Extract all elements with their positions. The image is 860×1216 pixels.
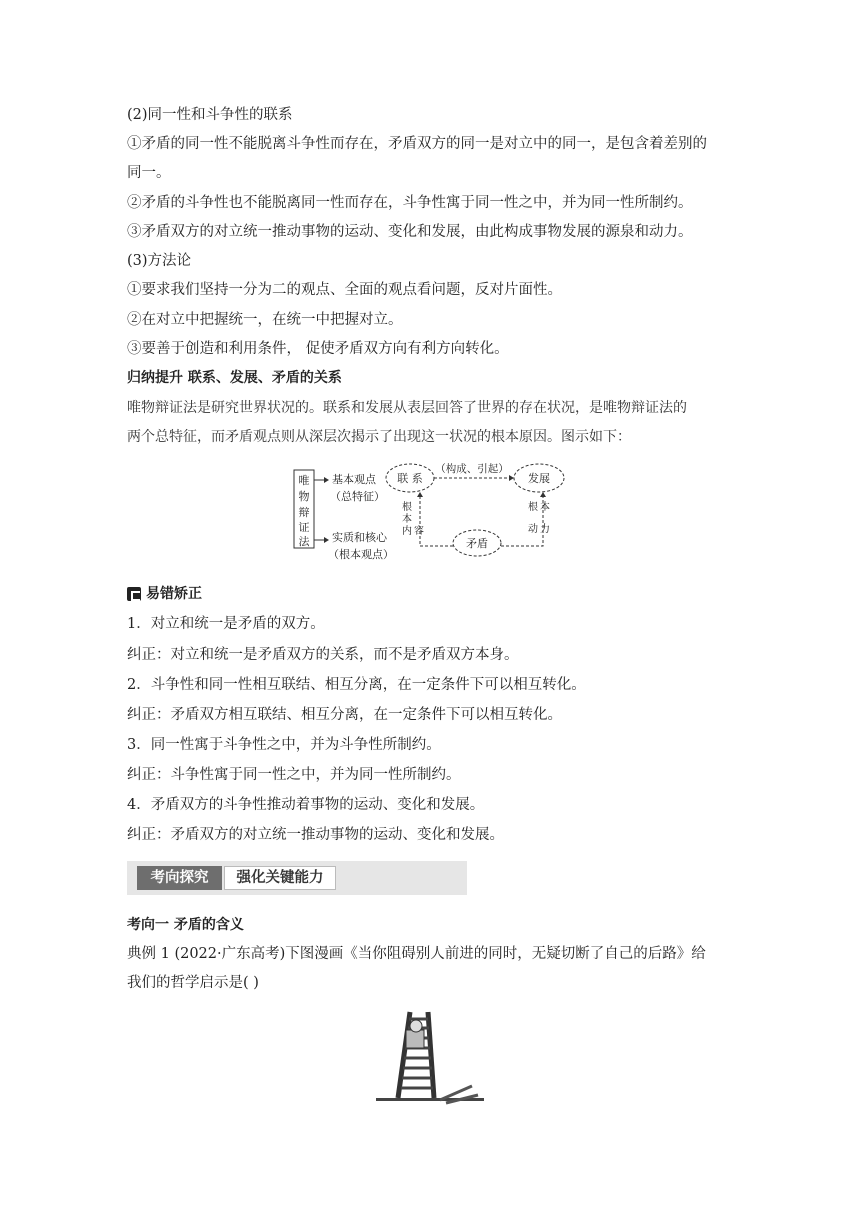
summary-paragraph: 唯物辩证法是研究世界状况的。联系和发展从表层回答了世界的存在状况，是唯物辩证法的 <box>127 400 687 416</box>
right-label-char: 本 <box>540 502 550 513</box>
error-item: 1．对立和统一是矛盾的双方。 <box>127 616 325 632</box>
error-item: 2．斗争性和同一性相互联结、相互分离，在一定条件下可以相互转化。 <box>127 677 586 693</box>
left-label-char: 容 <box>414 526 424 537</box>
error-item: 4．矛盾双方的斗争性推动着事物的运动、变化和发展。 <box>127 797 485 813</box>
paragraph-line: ①矛盾的同一性不能脱离斗争性而存在，矛盾双方的同一是对立中的同一，是包含着差别的 <box>127 136 707 152</box>
section-banner <box>127 861 467 895</box>
banner-left-label: 考向探究 <box>137 866 222 890</box>
paragraph-line: ③要善于创造和利用条件， 促使矛盾双方向有利方向转化。 <box>127 341 509 357</box>
summary-heading: 归纳提升 联系、发展、矛盾的关系 <box>127 370 342 386</box>
subsection-heading: (2)同一性和斗争性的联系 <box>127 107 293 123</box>
fazhan-label: 发展 <box>528 472 550 485</box>
section-heading: 考向一 矛盾的含义 <box>127 917 244 933</box>
paragraph-line: ②矛盾的斗争性也不能脱离同一性而存在，斗争性寓于同一性之中，并为同一性所制约。 <box>127 195 693 211</box>
error-correction-icon <box>127 587 141 601</box>
root-char: 物 <box>298 490 310 503</box>
correction-item: 纠正：对立和统一是矛盾双方的关系，而不是矛盾双方本身。 <box>127 647 519 663</box>
error-item: 3．同一性寓于斗争性之中，并为斗争性所制约。 <box>127 737 441 753</box>
core-sub: （根本观点） <box>328 548 394 561</box>
lianxi-label: 联 系 <box>397 472 423 485</box>
banner-right-label: 强化关键能力 <box>224 866 336 890</box>
paragraph-line: ③矛盾双方的对立统一推动事物的运动、变化和发展，由此构成事物发展的源泉和动力。 <box>127 224 693 240</box>
right-label-char: 动 <box>528 524 538 535</box>
core-label: 实质和核心 <box>332 531 387 544</box>
basic-view-sub: （总特征） <box>330 490 385 503</box>
paragraph-line: ①要求我们坚持一分为二的观点、全面的观点看问题，反对片面性。 <box>127 282 562 298</box>
left-label-char: 内 <box>402 526 412 537</box>
maodun-label: 矛盾 <box>466 537 488 550</box>
root-char: 辩 <box>298 506 310 519</box>
example-line: 我们的哲学启示是( ) <box>127 975 259 991</box>
paragraph-line: ②在对立中把握统一，在统一中把握对立。 <box>127 312 403 328</box>
correction-item: 纠正：矛盾双方的对立统一推动事物的运动、变化和发展。 <box>127 827 504 843</box>
cartoon-ladder-image <box>376 1010 486 1106</box>
subsection-heading: (3)方法论 <box>127 253 192 269</box>
root-char: 证 <box>298 521 310 534</box>
left-label-char: 根 <box>402 502 412 513</box>
root-char: 唯 <box>298 474 310 487</box>
error-correction-heading: 易错矫正 <box>146 586 202 602</box>
basic-view-label: 基本观点 <box>332 473 376 486</box>
left-label-char: 本 <box>402 514 412 525</box>
paragraph-line: 同一。 <box>127 165 171 181</box>
right-label-char: 力 <box>540 524 550 535</box>
right-label-char: 根 <box>528 502 538 513</box>
summary-paragraph: 两个总特征，而矛盾观点则从深层次揭示了出现这一状况的根本原因。图示如下： <box>127 429 631 445</box>
relation-label: （构成、引起） <box>435 463 509 475</box>
correction-item: 纠正：矛盾双方相互联结、相互分离，在一定条件下可以相互转化。 <box>127 707 562 723</box>
relation-diagram <box>280 458 580 568</box>
left-connector <box>420 496 453 546</box>
root-char: 法 <box>298 535 310 548</box>
correction-item: 纠正：斗争性寓于同一性之中，并为同一性所制约。 <box>127 767 461 783</box>
example-line: 典例 1 (2022·广东高考)下图漫画《当你阻碍别人前进的同时，无疑切断了自己的后路》给 <box>127 946 706 962</box>
